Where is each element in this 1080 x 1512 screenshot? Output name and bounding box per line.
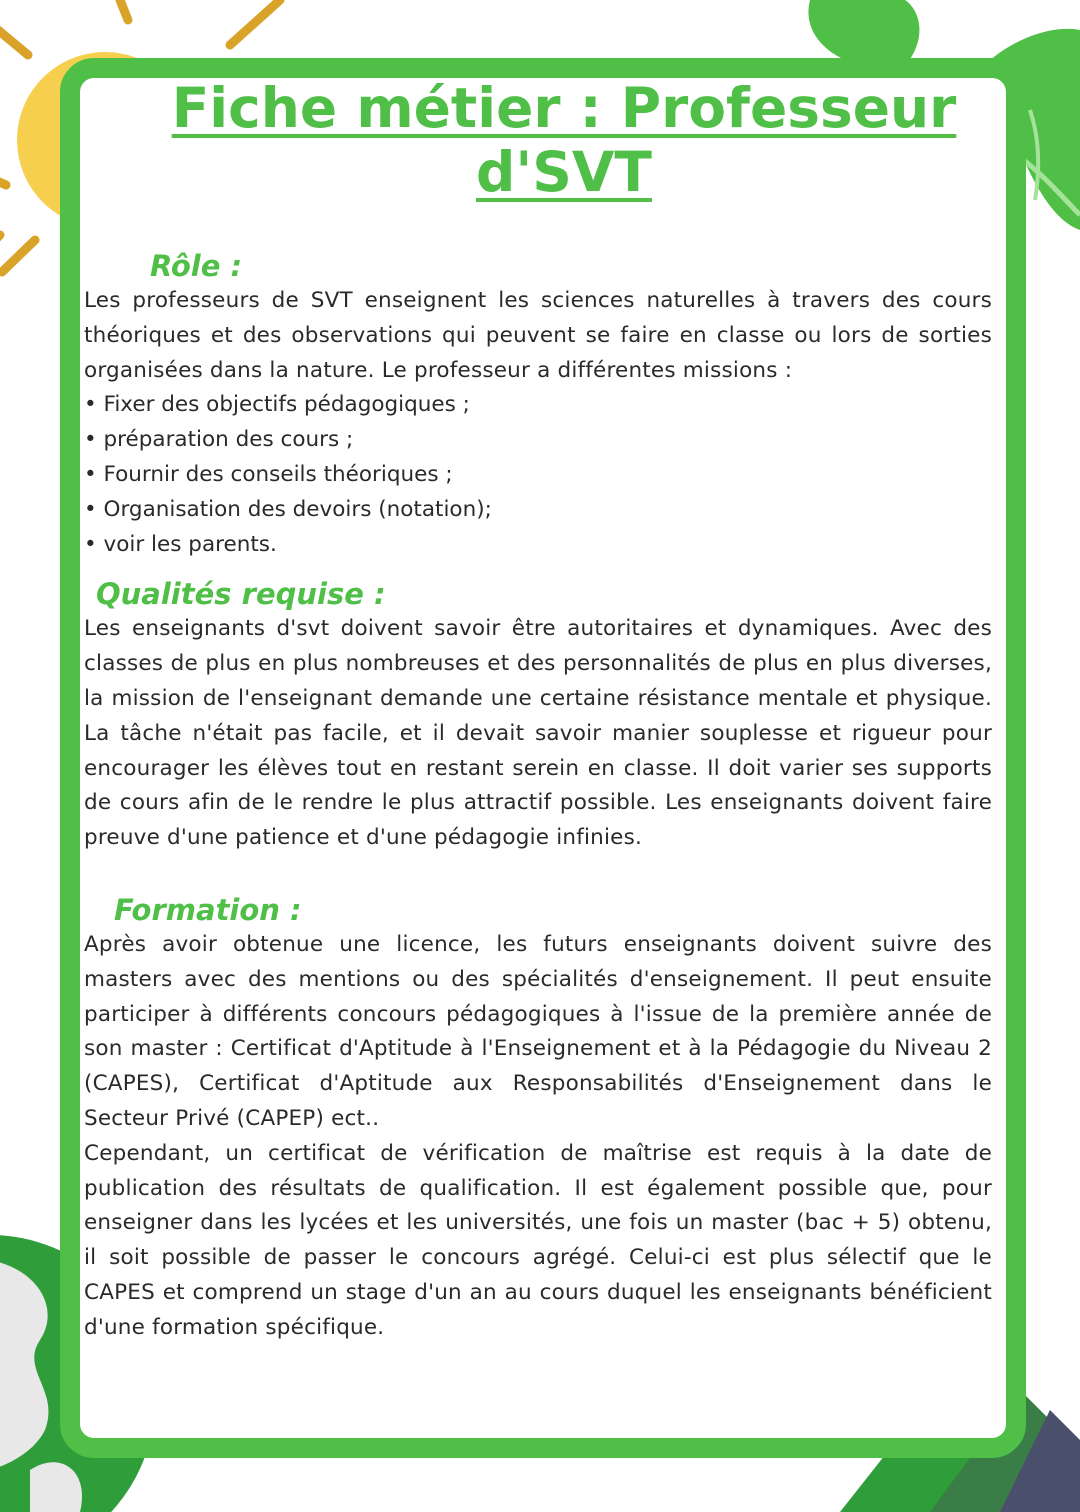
title-line-1: Fiche métier : Professeur [171,76,957,140]
mission-item: • voir les parents. [84,528,992,563]
mission-item: • Fournir des conseils théoriques ; [84,458,992,493]
page-title [84,76,992,204]
role-intro: Les professeurs de SVT enseignent les sciences naturelles à travers des cours théoriques et des observations qui peuvent se faire en classe ou lors de sorties organisées dans la nature. Le professeur a différentes missions : [84,288,992,383]
qualites-heading: Qualités requise : [96,577,386,612]
mission-item: • préparation des cours ; [84,423,992,458]
mission-item: • Organisation des devoirs (notation); [84,493,992,528]
formation-text-1: Après avoir obtenue une licence, les futurs enseignants doivent suivre des masters avec des mentions ou des spécialités d'enseignement. Il peut ensuite participer à différents concours pédagogiques à l'issue de la première année de son master : Certificat d'Aptitude à l'Enseignement et à la Pédagogie du Niveau 2 (CAPES), Certificat d'Aptitude aux Responsabilités d'Enseignement dans le Secteur Privé (CAPEP) ect.. [84,931,992,1131]
section-role [84,248,992,562]
formation-heading: Formation : [114,892,302,927]
formation-text-2: Cependant, un certificat de vérification de maîtrise est requis à la date de publication des résultats de qualification. Il est également possible que, pour enseigner dans les lycées et les universités, une fois un master (bac + 5) obtenu, il soit possible de passer le concours agrégé. Celui-ci est plus sélectif que le CAPES et comprend un stage d'un an au cours duquel les enseignants bénéficient d'une formation spécifique. [84,1140,992,1340]
mission-item: • Fixer des objectifs pédagogiques ; [84,388,992,423]
section-formation [84,892,992,1346]
main-content [84,76,992,1346]
title-line-2: d'SVT [476,140,652,204]
qualites-text: Les enseignants d'svt doivent savoir être autoritaires et dynamiques. Avec des classes de plus en plus nombreuses et des personnalités de plus en plus diverses, la mission de l'enseignant demande une certaine résistance mentale et physique. La tâche n'était pas facile, et il devait savoir manier souplesse et rigueur pour encourager les élèves tout en restant serein en classe. Il doit varier ses supports de cours afin de le rendre le plus attractif possible. Les enseignants doivent faire preuve d'une patience et d'une pédagogie infinies. [84,616,992,851]
missions-list [84,388,992,562]
section-qualites [84,576,992,856]
role-heading: Rôle : [150,249,243,283]
